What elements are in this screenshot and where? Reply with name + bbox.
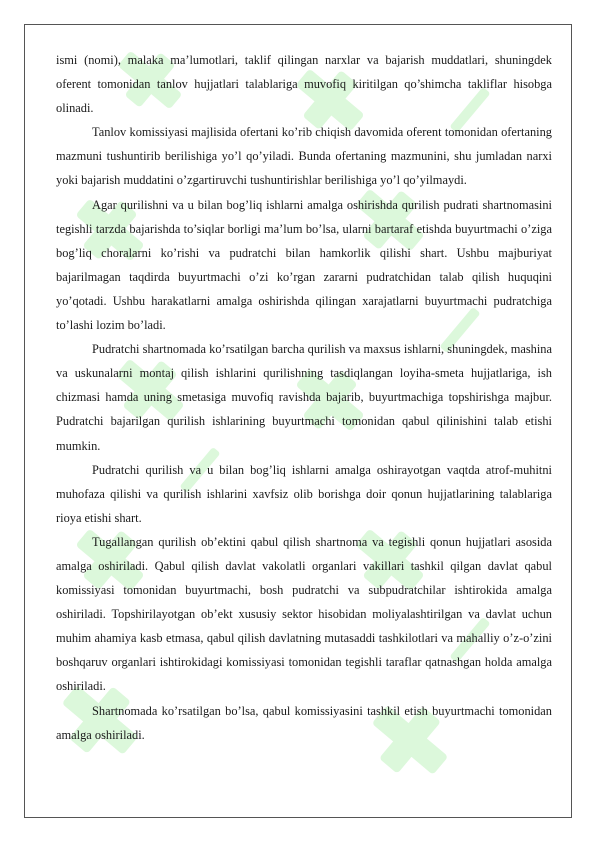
paragraph-4: Pudratchi shartnomada ko’rsatilgan barcha qurilish va maxsus ishlarni, shuningdek, mashina va uskunalarni montaj qilish ishlarini qurilishning tasdiqlangan loyiha-smeta hujjatlariga, ish chizmasi hamda uning smetasiga muvofiq ravishda bajarib, buyurtmachiga topshirishga majbur. Pudratchi bajarilgan qurilish ishlarining buyurtmachi tomonidan qabul qilinishini talab etishi mumkin. <box>56 342 552 453</box>
document-body <box>56 48 552 747</box>
paragraph-7: Shartnomada ko’rsatilgan bo’lsa, qabul komissiyasini tashkil etish buyurtmachi tomonidan amalga oshiriladi. <box>56 703 552 742</box>
paragraph-6: Tugallangan qurilish ob’ektini qabul qilish shartnoma va tegishli qonun hujjatlari asosida amalga oshiriladi. Qabul qilish davlat vakolatli organlari vakillari tashkil qilgan davlat qabul komissiyasi tomonidan buyurtmachi, bosh pudratchi va subpudratchilar ishtirokida amalga oshiriladi. Topshirilayotgan ob’ekt xususiy sektor hisobidan moliyalashtirilgan va davlat uchun muhim ahamiya kasb etmasa, qabul qilish davlatning mutasaddi tashkilotlari va mahalliy o’z-o’zini boshqaruv organlari ishtirokidagi komissiyasi tomonidan tegishli taraflar qatnashgan holda amalga oshiriladi. <box>56 534 552 694</box>
paragraph-5: Pudratchi qurilish va u bilan bog’liq ishlarni amalga oshirayotgan vaqtda atrof-muhitni muhofaza qilishi va qurilish ishlarini xavfsiz olib borishga doir qonun hujjatlarining talablariga rioya etishi shart. <box>56 462 552 525</box>
paragraph-3: Agar qurilishni va u bilan bog’liq ishlarni amalga oshirishda qurilish pudrati shartnomasini tegishli tarzda bajarishda to’siqlar borligi ma’lum bo’lsa, ularni bartaraf etishda buyurtmachi o’ziga bog’liq choralarni ko’rishi va pudratchi bilan hamkorlik qilishi shart. Ushbu majburiyat bajarilmagan taqdirda buyurtmachi o’zi ko’rgan zararni pudratchidan talab qilish huquqini yo’qotadi. Ushbu harakatlarni amalga oshirishda qilingan xarajatlarni buyurtmachi pudratchiga to’lashi lozim bo’ladi. <box>56 197 552 333</box>
paragraph-2: Tanlov komissiyasi majlisida ofertani ko’rib chiqish davomida oferent tomonidan ofertaning mazmuni tushuntirib berilishiga yo’l qo’yiladi. Bunda ofertaning mazmunini, shu jumladan narxi yoki bajarish muddatini o’zgartiruvchi tushuntirishlar berilishiga yo’l qo’yilmaydi. <box>56 125 552 188</box>
paragraph-1: ismi (nomi), malaka ma’lumotlari, taklif qilingan narxlar va bajarish muddatlari, shuningdek oferent tomonidan tanlov hujjatlari talablariga muvofiq kiritilgan qo’shimcha takliflar hisobga olinadi. <box>56 53 552 116</box>
